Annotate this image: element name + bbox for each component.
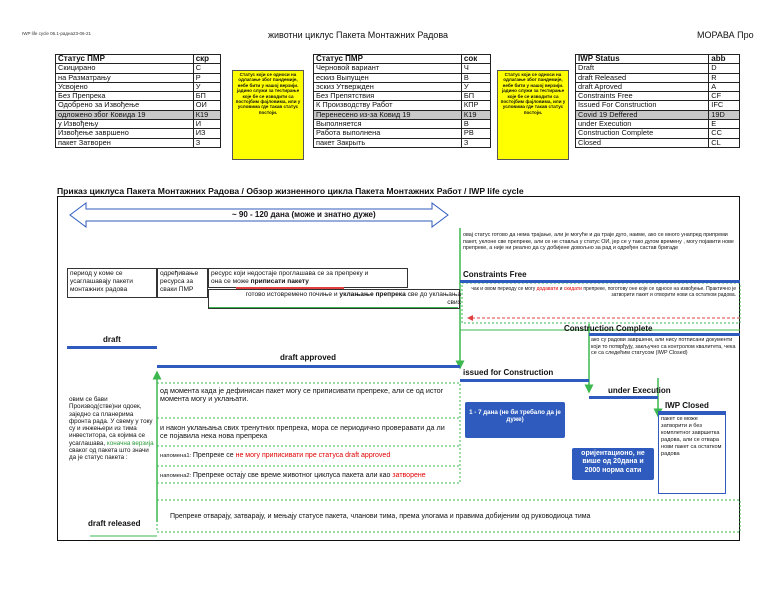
column-header-status: IWP Status xyxy=(576,55,709,64)
status-cell: Без Препрека xyxy=(56,92,194,101)
abbr-cell: E xyxy=(709,120,740,129)
note-pandemic-1: Статус који се односи на одлагање због пандемије, небе бити у нашој верзији. јадино служи за тестирање које бе се изводити са постојбим фајловима, или у условима где такав статус постоји. xyxy=(232,70,304,160)
status-cell: К Производству Работ xyxy=(314,101,462,110)
abbr-cell: З xyxy=(193,138,220,147)
draft-approved-label: draft approved xyxy=(280,353,337,362)
construction-complete-text: ако су радови завршени, али нису потписани документи који то потврђују, закључно са контролом квалитета, чека се са следећим статусом (IWP Closed) xyxy=(591,337,736,357)
status-cell: Constraints Free xyxy=(576,92,709,101)
draft-label: draft xyxy=(103,335,121,344)
abbr-cell: БП xyxy=(193,92,220,101)
days-callout: 1 - 7 дана (не би требало да је дуже) xyxy=(465,402,565,438)
status-duration-text: овај статус готово да нема трајање, али је могуће и да траје дуго, наиме, ако се много унапред припреми пакет, уклоне све препреке, али се не ставља у статус ОИ, јер се у тако дугом времену , могу појавити нове препреке, а није ни реално да су добијене довољно за рад и одређен састав бригаде xyxy=(463,232,734,252)
abbr-cell: Ч xyxy=(461,64,490,73)
under-execution-label: under Execution xyxy=(608,386,671,395)
iwp-closed-box: пакет се може затворити и без комплетног завршетка радова, али се отвара нови пакет са остатком радова xyxy=(658,414,726,494)
column-header-status: Статус ПМР xyxy=(56,55,194,64)
box-period: период у коме се усаглашавају пакети монтажних радова xyxy=(67,268,157,298)
status-cell: Скицирано xyxy=(56,64,194,73)
abbr-cell: К19 xyxy=(461,110,490,119)
bottom-text: Препреке отварају, затварају, и мењају статусе пакета, чланови тима, према улогама и правима добијеним од руководиоца тима xyxy=(170,513,591,520)
status-cell: на Разматрању xyxy=(56,73,194,82)
orientation-callout: оријентационо, не више од 20дана и 2000 норма сати xyxy=(572,448,654,480)
box-removal: готово истовремено почиње и уклањање препрека све до уклањања свих xyxy=(208,289,460,309)
abbr-cell: ОИ xyxy=(193,101,220,110)
status-cell: Одобрено за Извођење xyxy=(56,101,194,110)
status-cell: Черновой вариант xyxy=(314,64,462,73)
page-title: животни циклус Пакета Монтажних Радова xyxy=(268,30,449,40)
section-title: Приказ циклуса Пакета Монтажних Радова / Обзор жизненного цикла Пакета Монтажних Работ / IWP life cycle xyxy=(57,186,524,196)
abbr-cell: В xyxy=(461,120,490,129)
construction-complete-label: Construction Complete xyxy=(564,324,653,333)
abbr-cell: R xyxy=(709,73,740,82)
doc-code: IWP life cycle 06.1-радна23-06-21 xyxy=(22,31,92,36)
box-define-resources: одређивање ресурса за сваки ПМР xyxy=(157,268,208,298)
note-1: напомена1: Препреке се не могу приписивати пре статуса draft approved xyxy=(160,452,391,459)
column-header-abbr: сок xyxy=(461,55,490,64)
status-cell: Работа выполнена xyxy=(314,129,462,138)
status-cell: Closed xyxy=(576,138,709,147)
status-cell: одложено због Ковида 19 xyxy=(56,110,194,119)
column-header-abbr: abb xyxy=(709,55,740,64)
abbr-cell: Р xyxy=(193,73,220,82)
status-cell: Без Препятствия xyxy=(314,92,462,101)
status-cell: Draft xyxy=(576,64,709,73)
status-cell: Усвојено xyxy=(56,82,194,91)
column-header-status: Статус ПМР xyxy=(314,55,462,64)
duration-label: ~ 90 - 120 дана (може и знатно дуже) xyxy=(232,210,376,219)
abbr-cell: В xyxy=(461,73,490,82)
abbr-cell: У xyxy=(193,82,220,91)
left-description: овим се бави Производ(стве)ни одоек, заједно са планерима фронта рада. У свему у току су и инжењери из тима инвеститора, са којима се усаглашава, коначна верзија сваког од пакета што значи да је статус пакета : xyxy=(69,396,154,462)
abbr-cell: 19D xyxy=(709,110,740,119)
status-cell: draft Released xyxy=(576,73,709,82)
abbr-cell: D xyxy=(709,64,740,73)
abbr-cell: И xyxy=(193,120,220,129)
status-cell: пакет Затворен xyxy=(56,138,194,147)
status-cell: ескиз Выпущен xyxy=(314,73,462,82)
abbr-cell: CF xyxy=(709,92,740,101)
abbr-cell: A xyxy=(709,82,740,91)
column-header-abbr: скр xyxy=(193,55,220,64)
box-missing-resources: ресурс који недостаје проглашава се за препреку и она се може приписати пакету xyxy=(208,268,408,288)
note-2: напомена2: Препреке остају све време животног циклуса пакета али као затворене xyxy=(160,472,426,479)
mid-text-1: од момента када је дефинисан пакет могу се приписивати препреке, али се од истог момента могу и уклањати. xyxy=(160,386,444,404)
abbr-cell: РВ xyxy=(461,129,490,138)
abbr-cell: С xyxy=(193,64,220,73)
abbr-cell: CC xyxy=(709,129,740,138)
draft-bar xyxy=(67,346,157,349)
status-cell: Выполняется xyxy=(314,120,462,129)
abbr-cell: CL xyxy=(709,138,740,147)
abbr-cell: ИЗ xyxy=(193,129,220,138)
status-cell: у Извођењу xyxy=(56,120,194,129)
abbr-cell: У xyxy=(461,82,490,91)
mid-text-2: и након уклањања свих тренутних препрека, мора се периодично проверавати да ли се појавила нека нова препрека xyxy=(160,423,445,441)
constraints-free-note: чак и овом периоду се могу додавати и скидати препреке, поготову оне које се односе на извођење. Практично је затворити пакет и отворити нови са остатком радова. xyxy=(471,286,736,299)
status-cell: Перенесено из-за Ковид 19 xyxy=(314,110,462,119)
company-name: МОРАВА Про xyxy=(697,30,754,40)
note-pandemic-2: Статус који се односи на одлагање због пандемије, небе бити у нашој верзији. јадино служи за тестирање које бе се изводити са постојбим фајловима, или у условима где такав статус постоји. xyxy=(497,70,569,160)
construction-complete-bar xyxy=(589,333,740,336)
under-execution-bar xyxy=(589,396,658,399)
ifc-bar xyxy=(460,379,589,382)
status-cell: under Execution xyxy=(576,120,709,129)
status-cell: Construction Complete xyxy=(576,129,709,138)
constraints-free-bar xyxy=(460,280,740,283)
draft-released-label: draft released xyxy=(88,519,141,528)
draft-approved-bar xyxy=(157,365,460,368)
status-cell: Issued For Construction xyxy=(576,101,709,110)
abbr-cell: IFC xyxy=(709,101,740,110)
iwp-closed-label: IWP Closed xyxy=(665,401,709,410)
abbr-cell: К19 xyxy=(193,110,220,119)
status-cell: пакет Закрыть xyxy=(314,138,462,147)
status-cell: draft Aproved xyxy=(576,82,709,91)
abbr-cell: БП xyxy=(461,92,490,101)
status-cell: Извођење завршено xyxy=(56,129,194,138)
abbr-cell: КПР xyxy=(461,101,490,110)
status-cell: эскиз Утвержден xyxy=(314,82,462,91)
status-cell: Covid 19 Deffered xyxy=(576,110,709,119)
abbr-cell: З xyxy=(461,138,490,147)
ifc-label: issued for Construction xyxy=(463,368,554,377)
constraints-free-label: Constraints Free xyxy=(463,270,527,279)
